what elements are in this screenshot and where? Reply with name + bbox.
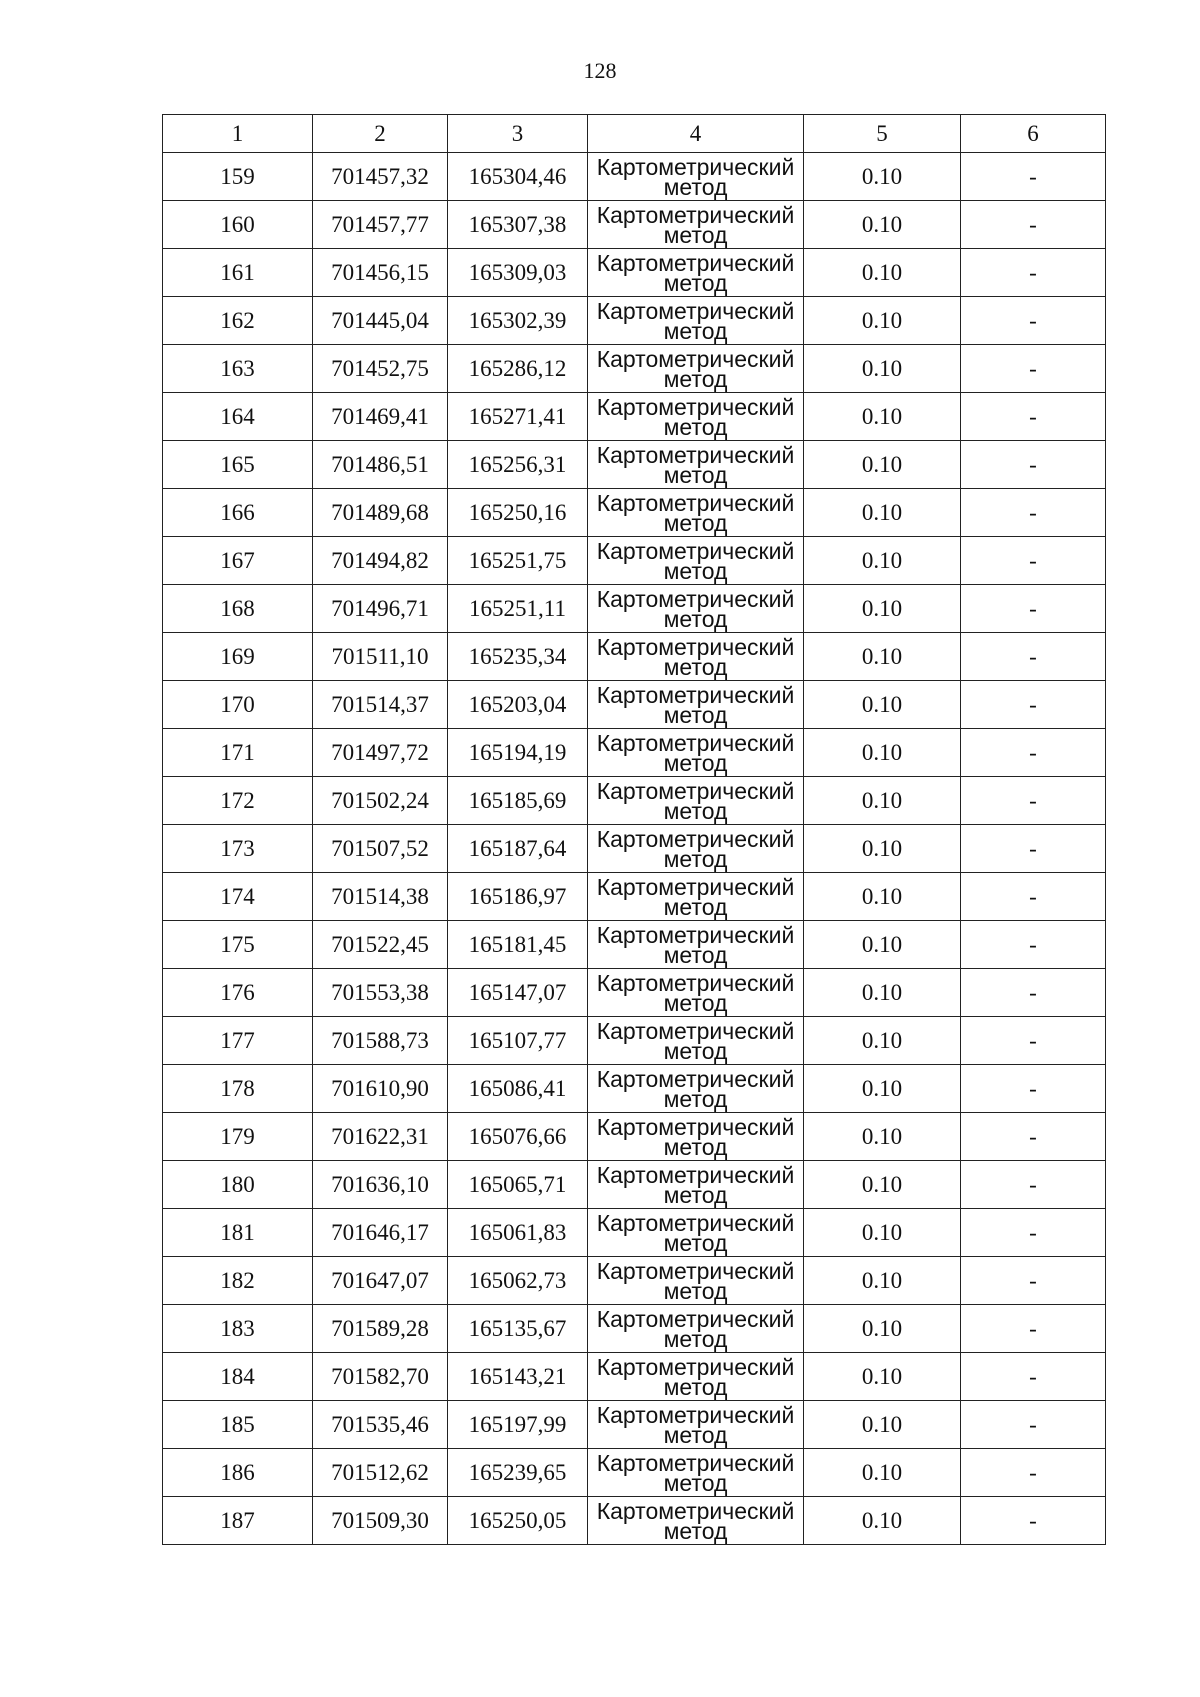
table-row xyxy=(163,729,1106,777)
y-coordinate-cell: 165307,38 xyxy=(448,201,588,249)
y-coordinate-cell: 165302,39 xyxy=(448,297,588,345)
point-number-cell: 179 xyxy=(163,1113,313,1161)
accuracy-cell: 0.10 xyxy=(804,1449,961,1497)
method-line-2: метод xyxy=(663,1517,728,1544)
x-coordinate-cell: 701469,41 xyxy=(313,393,448,441)
point-number-cell: 186 xyxy=(163,1449,313,1497)
method-cell xyxy=(588,585,804,633)
point-number-cell: 173 xyxy=(163,825,313,873)
note-cell: - xyxy=(961,441,1106,489)
method-line-2: метод xyxy=(663,989,728,1016)
method-line-2: метод xyxy=(663,893,728,920)
table-row xyxy=(163,1353,1106,1401)
point-number-cell: 181 xyxy=(163,1209,313,1257)
table-row xyxy=(163,1497,1106,1545)
y-coordinate-cell: 165271,41 xyxy=(448,393,588,441)
method-line-1: Картометрический xyxy=(596,1305,795,1332)
y-coordinate-cell: 165251,11 xyxy=(448,585,588,633)
table-row xyxy=(163,1017,1106,1065)
table-row xyxy=(163,1305,1106,1353)
method-line-1: Картометрический xyxy=(596,729,795,756)
note-cell: - xyxy=(961,297,1106,345)
y-coordinate-cell: 165147,07 xyxy=(448,969,588,1017)
note-cell: - xyxy=(961,1305,1106,1353)
table-row xyxy=(163,249,1106,297)
method-cell xyxy=(588,921,804,969)
method-cell xyxy=(588,1401,804,1449)
method-line-2: метод xyxy=(663,221,728,248)
y-coordinate-cell: 165286,12 xyxy=(448,345,588,393)
y-coordinate-cell: 165181,45 xyxy=(448,921,588,969)
y-coordinate-cell: 165203,04 xyxy=(448,681,588,729)
method-line-2: метод xyxy=(663,1181,728,1208)
y-coordinate-cell: 165185,69 xyxy=(448,777,588,825)
method-line-1: Картометрический xyxy=(596,297,795,324)
point-number-cell: 164 xyxy=(163,393,313,441)
accuracy-cell: 0.10 xyxy=(804,873,961,921)
method-cell xyxy=(588,873,804,921)
y-coordinate-cell: 165107,77 xyxy=(448,1017,588,1065)
x-coordinate-cell: 701496,71 xyxy=(313,585,448,633)
x-coordinate-cell: 701514,38 xyxy=(313,873,448,921)
method-line-1: Картометрический xyxy=(596,441,795,468)
method-cell xyxy=(588,201,804,249)
method-line-1: Картометрический xyxy=(596,1113,795,1140)
y-coordinate-cell: 165251,75 xyxy=(448,537,588,585)
method-cell xyxy=(588,1497,804,1545)
accuracy-cell: 0.10 xyxy=(804,153,961,201)
point-number-cell: 166 xyxy=(163,489,313,537)
accuracy-cell: 0.10 xyxy=(804,489,961,537)
header-cell-1: 1 xyxy=(163,115,313,153)
method-line-1: Картометрический xyxy=(596,249,795,276)
method-cell xyxy=(588,1161,804,1209)
x-coordinate-cell: 701647,07 xyxy=(313,1257,448,1305)
page-number: 128 xyxy=(583,58,617,83)
y-coordinate-cell: 165086,41 xyxy=(448,1065,588,1113)
x-coordinate-cell: 701514,37 xyxy=(313,681,448,729)
y-coordinate-cell: 165309,03 xyxy=(448,249,588,297)
y-coordinate-cell: 165235,34 xyxy=(448,633,588,681)
y-coordinate-cell: 165239,65 xyxy=(448,1449,588,1497)
method-line-1: Картометрический xyxy=(596,1161,795,1188)
table-row xyxy=(163,1401,1106,1449)
y-coordinate-cell: 165135,67 xyxy=(448,1305,588,1353)
accuracy-cell: 0.10 xyxy=(804,633,961,681)
table-row xyxy=(163,489,1106,537)
accuracy-cell: 0.10 xyxy=(804,585,961,633)
table-row xyxy=(163,681,1106,729)
table-row xyxy=(163,1257,1106,1305)
note-cell: - xyxy=(961,873,1106,921)
x-coordinate-cell: 701522,45 xyxy=(313,921,448,969)
point-number-cell: 168 xyxy=(163,585,313,633)
y-coordinate-cell: 165143,21 xyxy=(448,1353,588,1401)
table-row xyxy=(163,825,1106,873)
accuracy-cell: 0.10 xyxy=(804,921,961,969)
x-coordinate-cell: 701636,10 xyxy=(313,1161,448,1209)
method-cell xyxy=(588,969,804,1017)
header-cell-6: 6 xyxy=(961,115,1106,153)
method-cell xyxy=(588,489,804,537)
accuracy-cell: 0.10 xyxy=(804,201,961,249)
header-cell-3: 3 xyxy=(448,115,588,153)
y-coordinate-cell: 165194,19 xyxy=(448,729,588,777)
note-cell: - xyxy=(961,1353,1106,1401)
accuracy-cell: 0.10 xyxy=(804,345,961,393)
accuracy-cell: 0.10 xyxy=(804,393,961,441)
x-coordinate-cell: 701509,30 xyxy=(313,1497,448,1545)
method-line-1: Картометрический xyxy=(596,633,795,660)
method-line-1: Картометрический xyxy=(596,969,795,996)
point-number-cell: 174 xyxy=(163,873,313,921)
note-cell: - xyxy=(961,537,1106,585)
note-cell: - xyxy=(961,921,1106,969)
point-number-cell: 176 xyxy=(163,969,313,1017)
table-row xyxy=(163,873,1106,921)
point-number-cell: 185 xyxy=(163,1401,313,1449)
method-cell xyxy=(588,777,804,825)
y-coordinate-cell: 165076,66 xyxy=(448,1113,588,1161)
method-line-2: метод xyxy=(663,701,728,728)
point-number-cell: 171 xyxy=(163,729,313,777)
note-cell: - xyxy=(961,1161,1106,1209)
coordinates-table xyxy=(162,114,1106,1545)
x-coordinate-cell: 701622,31 xyxy=(313,1113,448,1161)
note-cell: - xyxy=(961,1497,1106,1545)
method-cell xyxy=(588,441,804,489)
note-cell: - xyxy=(961,1017,1106,1065)
table-row xyxy=(163,153,1106,201)
x-coordinate-cell: 701497,72 xyxy=(313,729,448,777)
x-coordinate-cell: 701535,46 xyxy=(313,1401,448,1449)
accuracy-cell: 0.10 xyxy=(804,1209,961,1257)
method-line-2: метод xyxy=(663,605,728,632)
note-cell: - xyxy=(961,345,1106,393)
method-line-2: метод xyxy=(663,749,728,776)
method-line-1: Картометрический xyxy=(596,825,795,852)
method-line-2: метод xyxy=(663,1085,728,1112)
accuracy-cell: 0.10 xyxy=(804,1401,961,1449)
point-number-cell: 167 xyxy=(163,537,313,585)
method-cell xyxy=(588,681,804,729)
accuracy-cell: 0.10 xyxy=(804,969,961,1017)
x-coordinate-cell: 701588,73 xyxy=(313,1017,448,1065)
method-line-1: Картометрический xyxy=(596,1401,795,1428)
y-coordinate-cell: 165304,46 xyxy=(448,153,588,201)
table-row xyxy=(163,777,1106,825)
table-row xyxy=(163,201,1106,249)
note-cell: - xyxy=(961,633,1106,681)
y-coordinate-cell: 165186,97 xyxy=(448,873,588,921)
table-row xyxy=(163,1449,1106,1497)
method-cell xyxy=(588,633,804,681)
point-number-cell: 172 xyxy=(163,777,313,825)
y-coordinate-cell: 165061,83 xyxy=(448,1209,588,1257)
method-line-1: Картометрический xyxy=(596,1065,795,1092)
method-line-2: метод xyxy=(663,1277,728,1304)
accuracy-cell: 0.10 xyxy=(804,825,961,873)
note-cell: - xyxy=(961,825,1106,873)
note-cell: - xyxy=(961,969,1106,1017)
method-line-1: Картометрический xyxy=(596,1449,795,1476)
x-coordinate-cell: 701502,24 xyxy=(313,777,448,825)
point-number-cell: 159 xyxy=(163,153,313,201)
table-row xyxy=(163,1065,1106,1113)
x-coordinate-cell: 701457,77 xyxy=(313,201,448,249)
point-number-cell: 160 xyxy=(163,201,313,249)
method-cell xyxy=(588,1353,804,1401)
x-coordinate-cell: 701494,82 xyxy=(313,537,448,585)
note-cell: - xyxy=(961,1257,1106,1305)
table-row xyxy=(163,1209,1106,1257)
note-cell: - xyxy=(961,777,1106,825)
method-line-1: Картометрический xyxy=(596,1017,795,1044)
accuracy-cell: 0.10 xyxy=(804,1497,961,1545)
x-coordinate-cell: 701553,38 xyxy=(313,969,448,1017)
header-cell-2: 2 xyxy=(313,115,448,153)
point-number-cell: 165 xyxy=(163,441,313,489)
method-line-2: метод xyxy=(663,1469,728,1496)
header-cell-5: 5 xyxy=(804,115,961,153)
method-line-1: Картометрический xyxy=(596,201,795,228)
method-cell xyxy=(588,1257,804,1305)
y-coordinate-cell: 165197,99 xyxy=(448,1401,588,1449)
method-cell xyxy=(588,1449,804,1497)
method-line-2: метод xyxy=(663,1421,728,1448)
method-cell xyxy=(588,1065,804,1113)
method-line-2: метод xyxy=(663,317,728,344)
note-cell: - xyxy=(961,729,1106,777)
method-line-2: метод xyxy=(663,653,728,680)
note-cell: - xyxy=(961,1209,1106,1257)
method-line-2: метод xyxy=(663,1229,728,1256)
method-cell xyxy=(588,345,804,393)
x-coordinate-cell: 701456,15 xyxy=(313,249,448,297)
point-number-cell: 184 xyxy=(163,1353,313,1401)
method-line-2: метод xyxy=(663,1037,728,1064)
accuracy-cell: 0.10 xyxy=(804,537,961,585)
note-cell: - xyxy=(961,1065,1106,1113)
method-cell xyxy=(588,1113,804,1161)
accuracy-cell: 0.10 xyxy=(804,1017,961,1065)
point-number-cell: 182 xyxy=(163,1257,313,1305)
method-line-1: Картометрический xyxy=(596,393,795,420)
point-number-cell: 163 xyxy=(163,345,313,393)
method-line-2: метод xyxy=(663,797,728,824)
method-line-1: Картометрический xyxy=(596,1497,795,1524)
table-row xyxy=(163,297,1106,345)
table-row xyxy=(163,969,1106,1017)
method-line-2: метод xyxy=(663,557,728,584)
table-row xyxy=(163,1113,1106,1161)
method-line-2: метод xyxy=(663,461,728,488)
x-coordinate-cell: 701507,52 xyxy=(313,825,448,873)
x-coordinate-cell: 701511,10 xyxy=(313,633,448,681)
note-cell: - xyxy=(961,585,1106,633)
header-row xyxy=(163,115,1106,153)
accuracy-cell: 0.10 xyxy=(804,1161,961,1209)
y-coordinate-cell: 165187,64 xyxy=(448,825,588,873)
header-cell-4: 4 xyxy=(588,115,804,153)
method-cell xyxy=(588,1305,804,1353)
x-coordinate-cell: 701457,32 xyxy=(313,153,448,201)
method-cell xyxy=(588,825,804,873)
point-number-cell: 187 xyxy=(163,1497,313,1545)
table-row xyxy=(163,345,1106,393)
method-line-1: Картометрический xyxy=(596,585,795,612)
method-line-1: Картометрический xyxy=(596,345,795,372)
note-cell: - xyxy=(961,249,1106,297)
table-row xyxy=(163,1161,1106,1209)
method-line-1: Картометрический xyxy=(596,681,795,708)
x-coordinate-cell: 701646,17 xyxy=(313,1209,448,1257)
note-cell: - xyxy=(961,1401,1106,1449)
accuracy-cell: 0.10 xyxy=(804,1353,961,1401)
method-line-1: Картометрический xyxy=(596,537,795,564)
method-line-1: Картометрический xyxy=(596,153,795,180)
method-line-2: метод xyxy=(663,173,728,200)
x-coordinate-cell: 701589,28 xyxy=(313,1305,448,1353)
point-number-cell: 169 xyxy=(163,633,313,681)
accuracy-cell: 0.10 xyxy=(804,777,961,825)
y-coordinate-cell: 165250,16 xyxy=(448,489,588,537)
table-row xyxy=(163,921,1106,969)
point-number-cell: 162 xyxy=(163,297,313,345)
accuracy-cell: 0.10 xyxy=(804,1257,961,1305)
method-line-2: метод xyxy=(663,413,728,440)
accuracy-cell: 0.10 xyxy=(804,441,961,489)
method-cell xyxy=(588,729,804,777)
x-coordinate-cell: 701486,51 xyxy=(313,441,448,489)
method-cell xyxy=(588,393,804,441)
point-number-cell: 175 xyxy=(163,921,313,969)
point-number-cell: 180 xyxy=(163,1161,313,1209)
method-cell xyxy=(588,249,804,297)
method-line-1: Картометрический xyxy=(596,921,795,948)
x-coordinate-cell: 701582,70 xyxy=(313,1353,448,1401)
method-cell xyxy=(588,537,804,585)
note-cell: - xyxy=(961,681,1106,729)
method-line-1: Картометрический xyxy=(596,1209,795,1236)
accuracy-cell: 0.10 xyxy=(804,1305,961,1353)
x-coordinate-cell: 701489,68 xyxy=(313,489,448,537)
x-coordinate-cell: 701610,90 xyxy=(313,1065,448,1113)
method-line-2: метод xyxy=(663,509,728,536)
method-line-1: Картометрический xyxy=(596,1257,795,1284)
table-row xyxy=(163,633,1106,681)
note-cell: - xyxy=(961,393,1106,441)
note-cell: - xyxy=(961,201,1106,249)
method-line-2: метод xyxy=(663,845,728,872)
method-line-1: Картометрический xyxy=(596,1353,795,1380)
point-number-cell: 178 xyxy=(163,1065,313,1113)
accuracy-cell: 0.10 xyxy=(804,249,961,297)
x-coordinate-cell: 701445,04 xyxy=(313,297,448,345)
method-cell xyxy=(588,1209,804,1257)
y-coordinate-cell: 165250,05 xyxy=(448,1497,588,1545)
method-line-2: метод xyxy=(663,941,728,968)
method-cell xyxy=(588,1017,804,1065)
method-line-2: метод xyxy=(663,1133,728,1160)
method-line-1: Картометрический xyxy=(596,873,795,900)
table-body xyxy=(163,153,1106,1545)
method-line-1: Картометрический xyxy=(596,489,795,516)
table-row xyxy=(163,585,1106,633)
point-number-cell: 161 xyxy=(163,249,313,297)
accuracy-cell: 0.10 xyxy=(804,681,961,729)
note-cell: - xyxy=(961,1113,1106,1161)
point-number-cell: 183 xyxy=(163,1305,313,1353)
method-cell xyxy=(588,297,804,345)
table-row xyxy=(163,441,1106,489)
y-coordinate-cell: 165256,31 xyxy=(448,441,588,489)
accuracy-cell: 0.10 xyxy=(804,1065,961,1113)
method-cell xyxy=(588,153,804,201)
note-cell: - xyxy=(961,1449,1106,1497)
method-line-2: метод xyxy=(663,1373,728,1400)
accuracy-cell: 0.10 xyxy=(804,729,961,777)
note-cell: - xyxy=(961,489,1106,537)
point-number-cell: 177 xyxy=(163,1017,313,1065)
method-line-2: метод xyxy=(663,269,728,296)
table-row xyxy=(163,393,1106,441)
accuracy-cell: 0.10 xyxy=(804,297,961,345)
method-line-2: метод xyxy=(663,1325,728,1352)
method-line-1: Картометрический xyxy=(596,777,795,804)
x-coordinate-cell: 701512,62 xyxy=(313,1449,448,1497)
y-coordinate-cell: 165062,73 xyxy=(448,1257,588,1305)
note-cell: - xyxy=(961,153,1106,201)
table-row xyxy=(163,537,1106,585)
point-number-cell: 170 xyxy=(163,681,313,729)
x-coordinate-cell: 701452,75 xyxy=(313,345,448,393)
y-coordinate-cell: 165065,71 xyxy=(448,1161,588,1209)
method-line-2: метод xyxy=(663,365,728,392)
accuracy-cell: 0.10 xyxy=(804,1113,961,1161)
